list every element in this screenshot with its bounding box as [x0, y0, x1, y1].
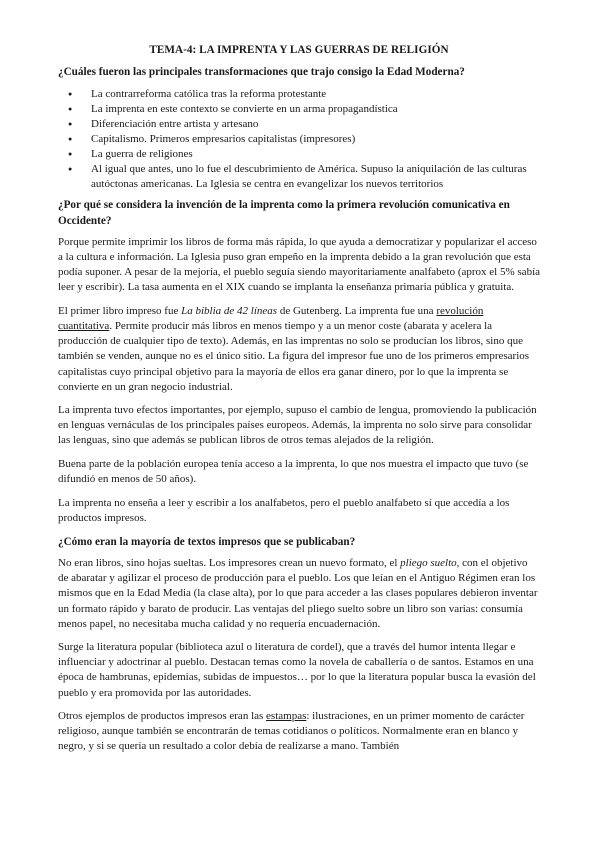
question-heading-3: ¿Cómo eran la mayoría de textos impresos que se publicaban?: [58, 535, 356, 548]
paragraph: [58, 556, 540, 631]
text-run: : ilustraciones, en un primer momento de carácter religioso, aunque también se encontrarán de temas cotidianos o políticos. Normalmente eran en blanco y negro, y si se quería un resultado a color debía de realizarse a mano. También: [58, 710, 525, 753]
text-run: de Gutenberg. La imprenta fue una: [277, 305, 437, 318]
italic-term: pliego suelto,: [400, 557, 460, 570]
list-item: ● La guerra de religiones: [91, 147, 540, 162]
list-item: ● Al igual que antes, uno lo fue el descubrimiento de América. Supuso la aniquilación de las culturas autóctonas americanas. La Iglesia se centra en evangelizar los nuevos territorios: [91, 162, 540, 192]
paragraph: Surge la literatura popular (biblioteca azul o literatura de cordel), que a través del humor intenta llegar e influenciar y adoctrinar al pueblo. Destacan temas como la novela de caballería o de santos. Estamos en una época de hambrunas, epidemias, subidas de impuestos… por lo que la literatura popular busca la evasión del pueblo y era promovida por las autoridades.: [58, 641, 536, 699]
list-item: ● La contrarreforma católica tras la reforma protestante: [91, 87, 540, 102]
text-run: con el objetivo de abaratar y agilizar el proceso de producción para el pueblo. Los que leían en el Antiguo Régimen eran los mismos que en la Edad Media (la clase alta), por lo que para acceder a las clases populares debieron inventar un formato rápido y barato de producir. Las ventajas del pliego suelto sobre un libro son varias: consumía menos papel, no necesitaba mucha calidad y no requería encuadernación.: [58, 557, 538, 630]
underlined-term: estampas: [266, 710, 307, 723]
list-item: ● La imprenta en este contexto se convierte en un arma propagandística: [91, 102, 540, 117]
list-item: ● Capitalismo. Primeros empresarios capitalistas (impresores): [91, 132, 540, 147]
list-item: ● Diferenciación entre artista y artesano: [91, 117, 540, 132]
paragraph: Buena parte de la población europea tenía acceso a la imprenta, lo que nos muestra el impacto que tuvo (se difundió en menos de 50 años).: [58, 458, 529, 486]
paragraph: La imprenta no enseña a leer y escribir a los analfabetos, pero el pueblo analfabeto sí que accedía a los productos impresos.: [58, 496, 510, 525]
underlined-term: revolución cuantitativa: [58, 305, 484, 333]
text-run: . Permite producir más libros en menos tiempo y a un menor coste (abarata y acelera la producción de cualquier tipo de texto). Además, en las imprentas no solo se producían los libros, sino que también se venden, aunque no es el único sitio. La figura del impresor fue uno de los primeros empresarios capitalistas cuyo principal objetivo para la mayoría de ellos era ganar dinero, por lo que la imprenta se convierte en un gran negocio industrial.: [58, 320, 530, 393]
paragraph: La imprenta tuvo efectos importantes, por ejemplo, supuso el cambio de lengua, promoviendo la publicación en lenguas vernáculas de los principales países europeos. Además, la imprenta no solo sirve para consolidar las lenguas, sino que además se publican libros de otros temas alejados de la religión.: [58, 404, 537, 447]
transformations-list: [58, 87, 540, 193]
text-run: El primer libro impreso fue: [58, 305, 182, 318]
paragraph: Porque permite imprimir los libros de forma más rápida, lo que ayuda a democratizar y popularizar el acceso a la cultura e información. La Iglesia puso gran empeño en la imprenta debido a la gran revolución que esta podía suponer. A pesar de la mejoría, el pueblo seguía siendo mayoritariamente analfabeto (aprox el 5% sabía leer y escribir). La tasa aumenta en el XIX cuando se implanta la enseñanza primaria pública y gratuita.: [58, 236, 541, 294]
question-heading-1: ¿Cuáles fueron las principales transformaciones que trajo consigo la Edad Moderna?: [58, 66, 465, 78]
question-heading-2: ¿Por qué se considera la invención de la imprenta como la primera revolución comunicativa en Occidente?: [58, 199, 510, 227]
book-title: La biblia de 42 líneas: [181, 305, 278, 318]
paragraph: [58, 709, 540, 754]
text-run: No eran libros, sino hojas sueltas. Los impresores crean un nuevo formato, el: [58, 557, 401, 570]
text-run: Otros ejemplos de productos impresos eran las: [58, 710, 267, 723]
paragraph: [58, 304, 540, 395]
page-title: TEMA-4: LA IMPRENTA Y LAS GUERRAS DE RELIGIÓN: [149, 44, 449, 56]
